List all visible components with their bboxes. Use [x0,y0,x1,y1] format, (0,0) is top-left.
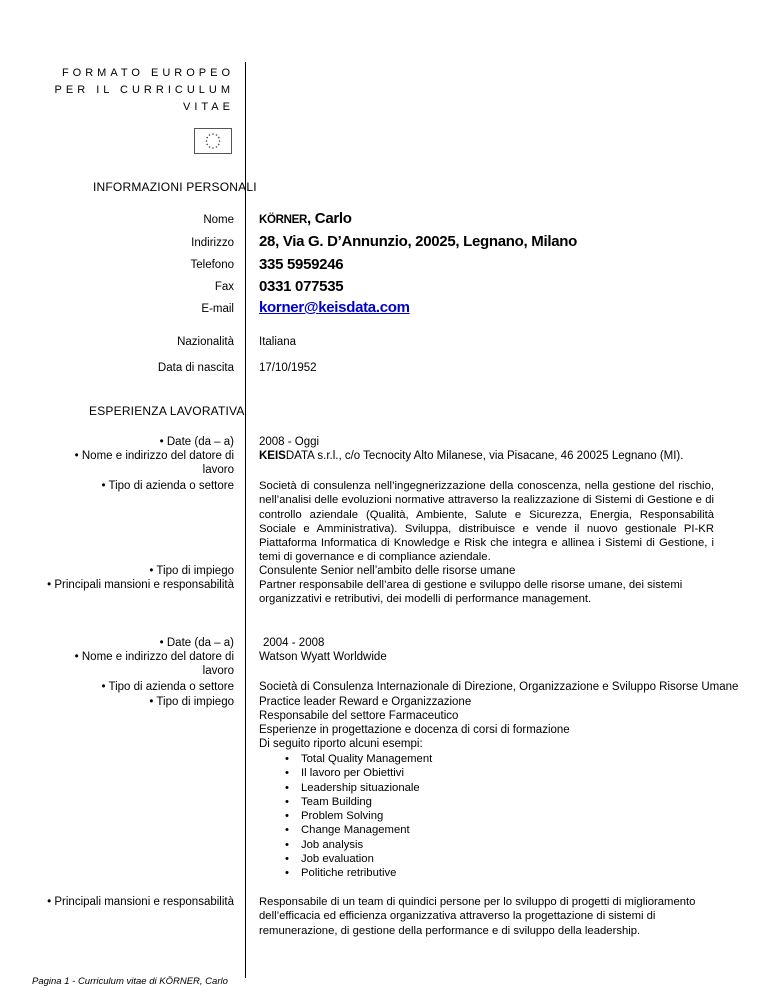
exp1-label-employer: • Nome e indirizzo del datore di lavoro [74,450,234,476]
exp2-value-duties: Responsabile di un team di quindici persone per lo sviluppo di progetti di miglioramento dell’efficacia ed efficienza organizzativa attraverso la progettazione di sistemi di remunerazione, di gestione della performance e di sviluppo della leadership. [259,896,696,937]
exp2-value-sector: Società di Consulenza Internazionale di Direzione, Organizzazione e Sviluppo Risorse Umane [259,681,739,693]
exp2-label-employer: • Nome e indirizzo del datore di lavoro [74,651,234,677]
exp2-job-line: Di seguito riporto alcuni esempi: [259,738,423,750]
exp2-job-line: Practice leader Reward e Organizzazione [259,696,472,708]
cv-title-line3: VITAE [183,101,234,113]
label-indirizzo: Indirizzo [191,237,234,249]
section-work-experience: ESPERIENZA LAVORATIVA [89,404,245,418]
list-item: • Il lavoro per Obiettivi [280,766,432,780]
list-item: • Total Quality Management [280,752,432,766]
eu-flag-icon [194,128,232,154]
cv-title-line1: FORMATO EUROPEO [61,67,234,79]
exp2-value-date: 2004 - 2008 [263,637,325,649]
value-nome: KÖRNER, Carlo [259,210,352,227]
label-email: E-mail [201,303,234,315]
list-item: • Politiche retributive [280,866,432,880]
list-item: • Problem Solving [280,809,432,823]
label-telefono: Telefono [190,259,234,271]
value-email[interactable] [259,299,410,316]
column-divider [245,62,246,978]
value-data-nascita: 17/10/1952 [259,362,317,374]
exp1-label-sector: • Tipo di azienda o settore [101,480,234,492]
exp1-label-job: • Tipo di impiego [149,565,234,577]
list-item: • Job evaluation [280,852,432,866]
label-data-nascita: Data di nascita [157,362,234,374]
list-item: • Change Management [280,823,432,837]
exp1-label-duties: • Principali mansioni e responsabilità [47,579,234,591]
value-nazionalita: Italiana [259,336,297,348]
list-item: • Job analysis [280,838,432,852]
exp2-job-line: Responsabile del settore Farmaceutico [259,710,459,722]
exp2-value-employer: Watson Wyatt Worldwide [259,651,387,663]
value-telefono: 335 5959246 [259,256,344,273]
value-fax: 0331 077535 [259,278,344,295]
label-nome: Nome [203,214,234,226]
exp2-label-sector: • Tipo di azienda o settore [101,681,234,693]
exp1-value-employer: KEISDATA s.r.l., c/o Tecnocity Alto Milanese, via Pisacane, 46 20025 Legnano (MI). [259,450,684,462]
exp2-label-date: • Date (da – a) [159,637,234,649]
exp2-training-list [280,752,432,881]
exp1-value-duties: Partner responsabile dell’area di gestione e sviluppo delle risorse umane, dei sistemi organizzativi e retributivi, dei modelli di performance management. [259,579,683,606]
list-item: • Leadership situazionale [280,781,432,795]
label-fax: Fax [214,281,234,293]
exp2-job-line: Esperienze in progettazione e docenza di corsi di formazione [259,724,570,736]
cv-title-line2: PER IL CURRICULUM [54,84,234,96]
label-nazionalita: Nazionalità [177,336,234,348]
exp1-value-date: 2008 - Oggi [259,436,320,448]
exp1-value-sector: Società di consulenza nell’ingegnerizzazione della conoscenza, nella gestione del rischio, nell’analisi delle evoluzioni normative attraverso la realizzazione di Sistemi di Gestione e di controllo aziendale (Qualità, Ambiente, Salute e Sicurezza, Energia, Responsabilità Sociale e Amministrativa). Sviluppa, distribuisce e vende il nuovo gestionale PI-KR Piattaforma Informatica di Knowledge e Risk che integra e allinea i Sistemi di Gestione, i temi di governance e di compliance aziendale. [259,480,714,564]
exp1-value-job: Consulente Senior nell’ambito delle risorse umane [259,565,516,577]
page-footer: Pagina 1 - Curriculum vitae di KÖRNER, Carlo [32,976,228,987]
section-personal-info: INFORMAZIONI PERSONALI [93,180,257,194]
exp2-label-job: • Tipo di impiego [149,696,234,708]
email-link[interactable]: korner@keisdata.com [259,299,410,316]
exp2-label-duties: • Principali mansioni e responsabilità [47,896,234,908]
list-item: • Team Building [280,795,432,809]
value-indirizzo: 28, Via G. D’Annunzio, 20025, Legnano, Milano [259,233,577,250]
exp1-label-date: • Date (da – a) [159,436,234,448]
